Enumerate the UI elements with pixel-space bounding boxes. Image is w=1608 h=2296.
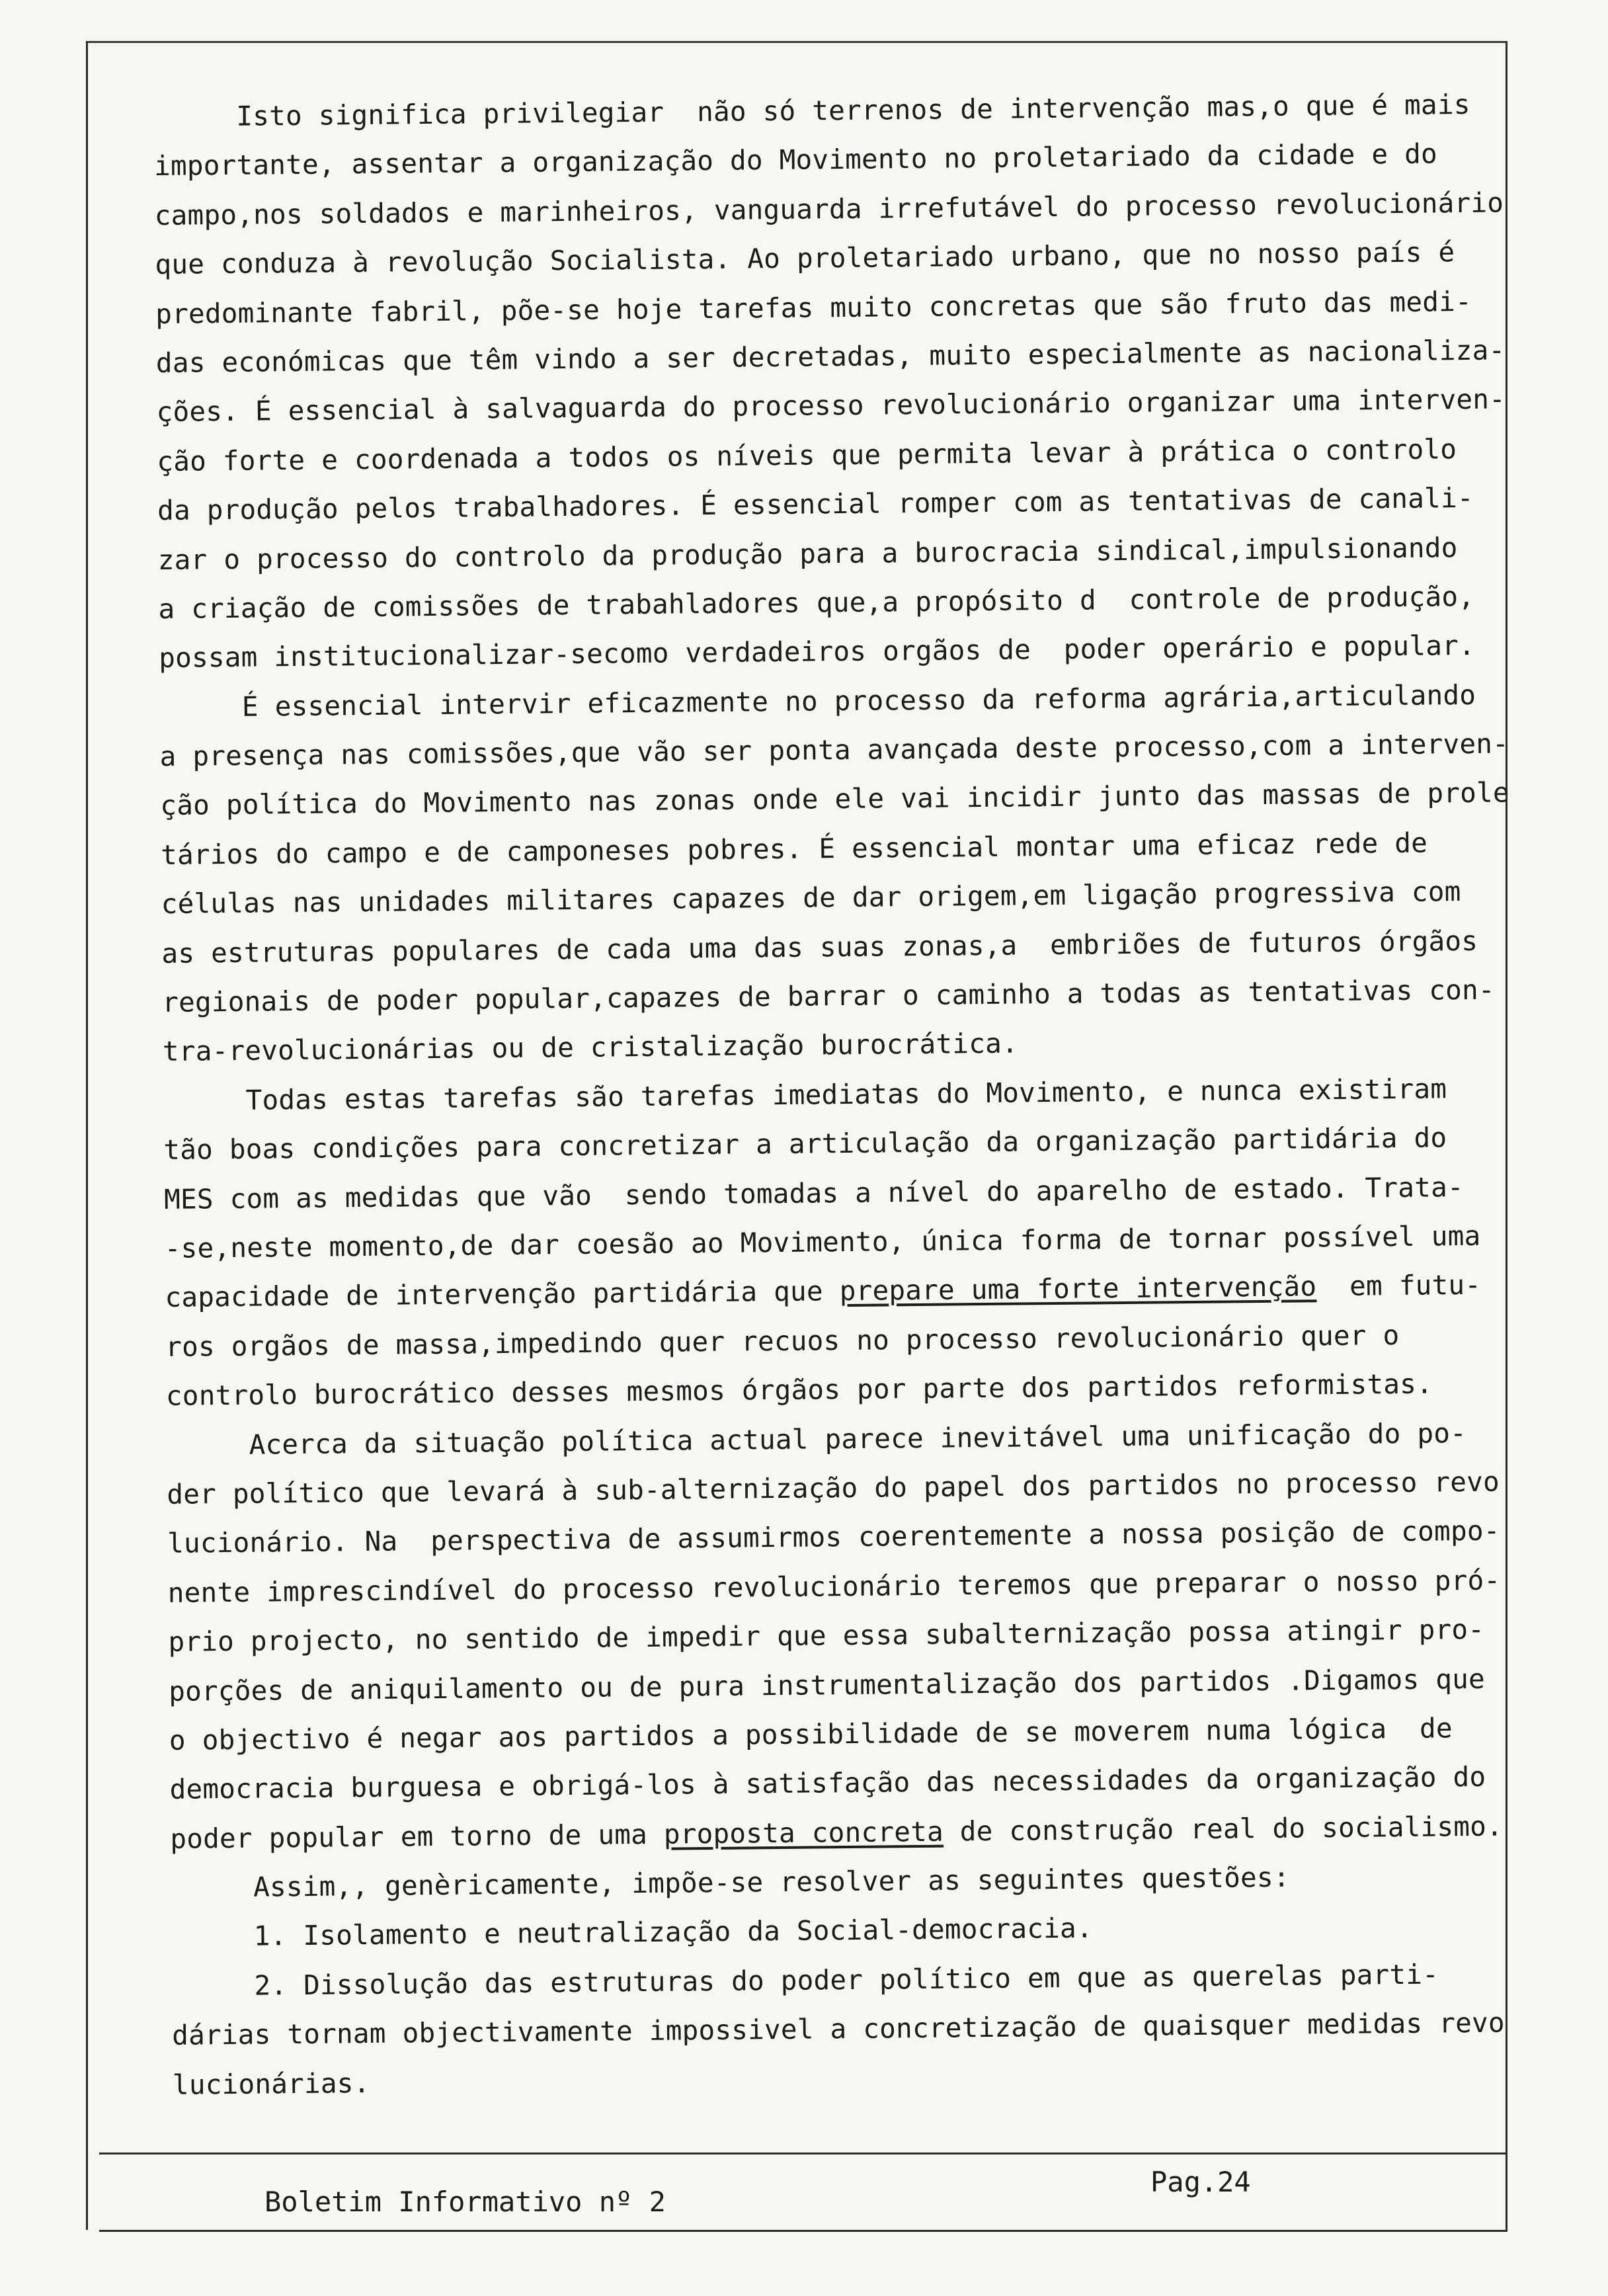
text-line: Assim,, genèricamente, impõe-se resolver as seguintes questões: — [253, 1861, 1290, 1903]
text-line: tra-revolucionárias ou de cristalização burocrática. — [162, 1027, 1019, 1068]
text-line: o objectivo é negar aos partidos a possibilidade de se moverem numa lógica de — [169, 1712, 1453, 1756]
text-line: tão boas condições para concretizar a articulação da organização partidária do — [163, 1122, 1447, 1167]
text-line: importante, assentar a organização do Movimento no proletariado da cidade e do — [153, 138, 1438, 183]
text-line: ros orgãos de massa,impedindo quer recuos no processo revolucionário quer o — [165, 1319, 1400, 1363]
text-line: -se,neste momento,de dar coesão ao Movimento, única forma de tornar possível uma — [164, 1219, 1481, 1264]
footer-divider — [99, 2152, 1508, 2154]
text-line: MES com as medidas que vão sendo tomadas a nível do aparelho de estado. Trata- — [163, 1170, 1465, 1215]
text-line: ção forte e coordenada a todos os níveis que permita levar à prática o controlo — [157, 432, 1457, 477]
text-line: lucionário. Na perspectiva de assumirmos coerentemente a nossa posição de compo- — [167, 1514, 1500, 1560]
text-line: as estruturas populares de cada uma das suas zonas,a embriões de futuros órgãos — [161, 924, 1478, 969]
text-line: dárias tornam objectivamente impossivel a concretização de quaisquer medidas revo — [171, 2006, 1505, 2052]
text-line: É essencial intervir eficazmente no processo da reforma agrária,articulando — [241, 678, 1476, 723]
text-line: regionais de poder popular,capazes de barrar o caminho a todas as tentativas con- — [161, 973, 1495, 1018]
text-line-with-underline: poder popular em torno de uma proposta concreta de construção real do socialismo. — [170, 1810, 1504, 1855]
text-line: Todas estas tarefas são tarefas imediatas do Movimento, e nunca existiram — [245, 1073, 1447, 1116]
underlined-phrase: proposta concreta — [663, 1815, 944, 1850]
text-line: a presença nas comissões,que vão ser ponta avançada deste processo,com a interven- — [159, 727, 1509, 773]
text-line: que conduza à revolução Socialista. Ao proletariado urbano, que no nosso país é — [155, 236, 1455, 281]
text-line: ções. É essencial à salvaguarda do processo revolucionário organizar uma interven- — [156, 383, 1506, 429]
text-line: lucionárias. — [172, 2067, 370, 2101]
bulletin-title: Boletim Informativo nº 2 — [264, 2186, 666, 2218]
text-line: porções de aniquilamento ou de pura instrumentalização dos partidos .Digamos que — [168, 1662, 1486, 1707]
underlined-phrase: prepare uma forte intervenção — [839, 1270, 1317, 1307]
text-line: der político que levará à sub-alternização do papel dos partidos no processo revo — [167, 1465, 1500, 1510]
text-line: das económicas que têm vindo a ser decretadas, muito especialmente as nacionaliza- — [155, 334, 1506, 379]
list-item: 2. Dissolução das estruturas do poder político em que as querelas parti- — [254, 1958, 1439, 2002]
text-line-with-underline: capacidade de intervenção partidária que prepare uma forte intervenção em futu- — [165, 1269, 1482, 1314]
list-item: 1. Isolamento e neutralização da Social-democracia. — [253, 1912, 1094, 1953]
text-line: Acerca da situação política actual parece inevitável uma unificação do po- — [249, 1416, 1467, 1461]
text-line: controlo burocrático desses mesmos órgãos por parte dos partidos reformistas. — [165, 1368, 1433, 1413]
text-line: democracia burguesa e obrigá-los à satisfação das necessidades da organização do — [169, 1761, 1486, 1806]
text-line: prio projecto, no sentido de impedir que essa subalternização possa atingir pro- — [168, 1613, 1485, 1659]
document-body — [153, 80, 1508, 2110]
text-line: tários do campo e de camponeses pobres. É essencial montar uma eficaz rede de — [160, 827, 1428, 871]
text-line: ção política do Movimento nas zonas onde ele vai incidir junto das massas de prole — [160, 776, 1509, 822]
text-line: possam institucionalizar-secomo verdadeiros orgãos de poder operário e popular. — [158, 630, 1476, 675]
bottom-rule — [99, 2230, 1508, 2232]
text-line: campo,nos soldados e marinheiros, vanguarda irrefutável do processo revolucionário — [154, 186, 1504, 231]
text-line: nente imprescindível do processo revolucionário teremos que preparar o nosso pró- — [167, 1564, 1501, 1609]
text-line: Isto significa privilegiar não só terrenos de intervenção mas,o que é mais — [236, 88, 1470, 132]
text-line: células nas unidades militares capazes de dar origem,em ligação progressiva com — [161, 876, 1461, 921]
page-number: Pag.24 — [1150, 2166, 1251, 2198]
text-line: a criação de comissões de trabahladores que,a propósito d controle de produção, — [158, 580, 1475, 625]
text-line: zar o processo do controlo da produção para a burocracia sindical,impulsionando — [157, 531, 1458, 576]
text-line: predominante fabril, põe-se hoje tarefas muito concretas que são fruto das medi- — [155, 285, 1472, 330]
text-line: da produção pelos trabalhadores. É essencial romper com as tentativas de canali- — [157, 481, 1474, 527]
